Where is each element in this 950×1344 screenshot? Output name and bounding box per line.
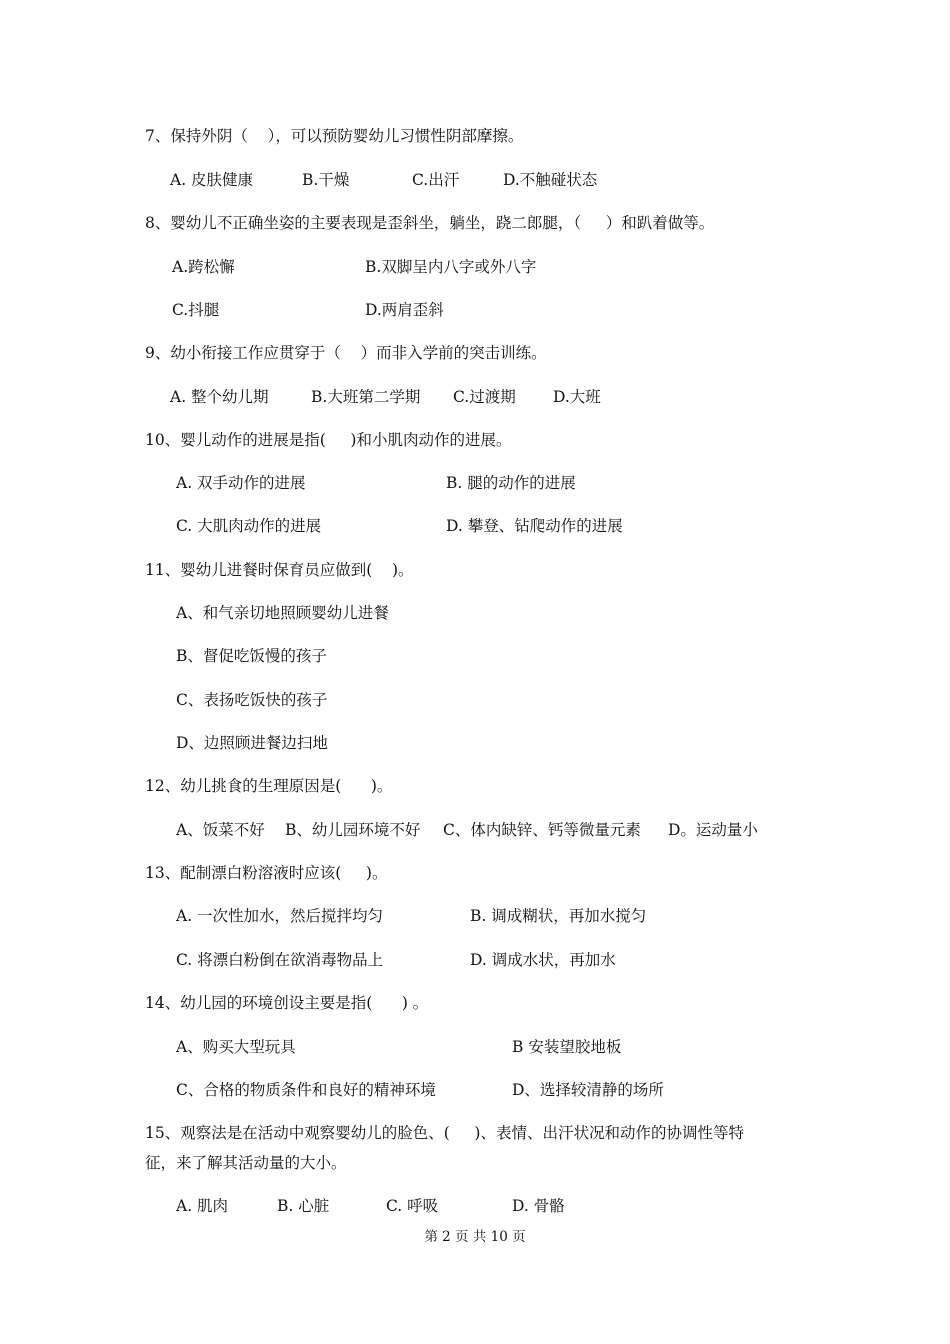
question-15-continued: 征，来了解其活动量的大小。 xyxy=(145,1154,347,1172)
q12-option-b: B、幼儿园环境不好 xyxy=(285,821,421,839)
q7-option-d: D.不触碰状态 xyxy=(503,171,598,189)
q8-option-d: D.两肩歪斜 xyxy=(365,301,444,319)
q14-option-d: D、选择较清静的场所 xyxy=(512,1081,664,1099)
q11-option-b: B、督促吃饭慢的孩子 xyxy=(176,647,327,665)
q10-option-a: A. 双手动作的进展 xyxy=(176,474,306,492)
q11-option-a: A、和气亲切地照顾婴幼儿进餐 xyxy=(176,604,389,622)
page-number-footer: 第 2 页 共 10 页 xyxy=(424,1229,526,1245)
q7-option-a: A. 皮肤健康 xyxy=(170,171,254,189)
question-13: 13、配制漂白粉溶液时应该( )。 xyxy=(145,864,388,882)
question-7: 7、保持外阴（ ），可以预防婴幼儿习惯性阴部摩擦。 xyxy=(145,127,524,145)
q9-option-a: A. 整个幼儿期 xyxy=(170,388,269,406)
question-10: 10、婴儿动作的进展是指( )和小肌肉动作的进展。 xyxy=(145,431,512,449)
q12-option-d: D。运动量小 xyxy=(668,821,758,839)
question-14: 14、幼儿园的环境创设主要是指( ) 。 xyxy=(145,994,429,1012)
q12-option-c: C、体内缺锌、钙等微量元素 xyxy=(443,821,641,839)
q14-option-c: C、合格的物质条件和良好的精神环境 xyxy=(176,1081,436,1099)
q11-option-c: C、表扬吃饭快的孩子 xyxy=(176,691,328,709)
q12-option-a: A、饭菜不好 xyxy=(176,821,265,839)
q8-option-a: A.跨松懈 xyxy=(172,258,235,276)
q7-option-c: C.出汗 xyxy=(412,171,460,189)
q9-option-b: B.大班第二学期 xyxy=(311,388,421,406)
q10-option-d: D. 攀登、钻爬动作的进展 xyxy=(446,517,623,535)
question-9: 9、幼小衔接工作应贯穿于（ ）而非入学前的突击训练。 xyxy=(145,344,547,362)
q15-option-a: A. 肌肉 xyxy=(176,1197,229,1215)
question-12: 12、幼儿挑食的生理原因是( )。 xyxy=(145,777,393,795)
q14-option-b: B 安装望胶地板 xyxy=(512,1038,622,1056)
q10-option-b: B. 腿的动作的进展 xyxy=(446,474,576,492)
q15-option-d: D. 骨骼 xyxy=(512,1197,565,1215)
q9-option-c: C.过渡期 xyxy=(453,388,516,406)
q7-option-b: B.干燥 xyxy=(302,171,350,189)
q13-option-c: C. 将漂白粉倒在欲消毒物品上 xyxy=(176,951,384,969)
question-11: 11、婴幼儿进餐时保育员应做到( )。 xyxy=(145,561,414,579)
question-8: 8、婴幼儿不正确坐姿的主要表现是歪斜坐，躺坐，跷二郎腿，（ ）和趴着做等。 xyxy=(145,214,715,232)
q14-option-a: A、购买大型玩具 xyxy=(176,1038,296,1056)
q11-option-d: D、边照顾进餐边扫地 xyxy=(176,734,328,752)
q13-option-d: D. 调成水状，再加水 xyxy=(470,951,616,969)
q13-option-b: B. 调成糊状，再加水搅匀 xyxy=(470,907,647,925)
q10-option-c: C. 大肌肉动作的进展 xyxy=(176,517,322,535)
q8-option-c: C.抖腿 xyxy=(172,301,220,319)
q8-option-b: B.双脚呈内八字或外八字 xyxy=(365,258,537,276)
question-15: 15、观察法是在活动中观察婴幼儿的脸色、( )、表情、出汗状况和动作的协调性等特 xyxy=(145,1124,744,1142)
q13-option-a: A. 一次性加水，然后搅拌均匀 xyxy=(176,907,384,925)
q9-option-d: D.大班 xyxy=(553,388,601,406)
q15-option-c: C. 呼吸 xyxy=(386,1197,439,1215)
q15-option-b: B. 心脏 xyxy=(277,1197,330,1215)
